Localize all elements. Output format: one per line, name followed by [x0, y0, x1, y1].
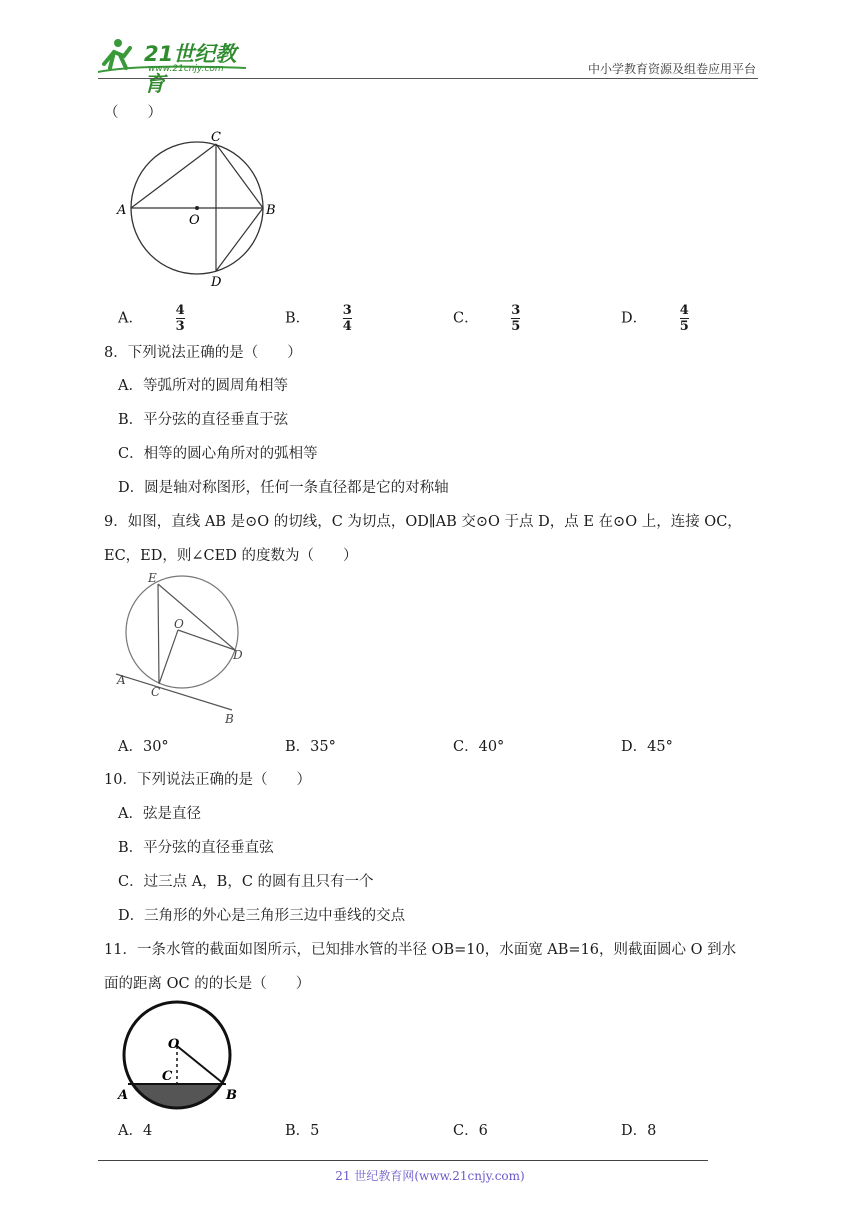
q7-label-c: C [211, 130, 221, 145]
option-letter: C． [453, 310, 479, 327]
q7-label-d: D [211, 275, 222, 290]
q9-label-c: C [151, 685, 161, 699]
option-letter: A． [118, 310, 143, 327]
q7-option-b[interactable] [285, 304, 352, 333]
footer-divider [98, 1160, 708, 1161]
q9-label-b: B [225, 712, 234, 726]
q11-option-c[interactable]: C．6 [453, 1123, 488, 1139]
q8-option-d[interactable]: D．圆是轴对称图形，任何一条直径都是它的对称轴 [118, 480, 449, 496]
q9-label-o: O [174, 617, 184, 631]
option-letter: B． [285, 310, 311, 327]
q11-label-c: C [162, 1069, 173, 1084]
q9-option-d[interactable]: D．45° [621, 739, 673, 755]
q9-option-b[interactable]: B．35° [285, 739, 336, 755]
logo [96, 34, 256, 96]
q9-option-a[interactable]: A．30° [118, 739, 169, 755]
q9-stem-line2: EC，ED，则∠CED 的度数为（ ） [104, 548, 358, 564]
q11-label-o: O [168, 1037, 180, 1052]
q7-circle-figure [112, 128, 284, 292]
fraction: $\frac{3}{5}$ [511, 303, 521, 334]
q9-stem-line1: 9．如图，直线 AB 是⊙O 的切线，C 为切点，OD∥AB 交⊙O 于点 D，点 E 在⊙O 上，连接 OC， [104, 514, 742, 530]
q8-option-b[interactable]: B．平分弦的直径垂直于弦 [118, 412, 289, 428]
q8-stem: 8．下列说法正确的是（ ） [104, 345, 302, 361]
q11-option-a[interactable]: A．4 [118, 1123, 153, 1139]
q9-label-e: E [148, 571, 157, 585]
logo-text: 21世纪教育 [144, 42, 237, 96]
q7-option-a[interactable] [118, 304, 185, 333]
q9-tangent-figure [112, 568, 247, 728]
q11-pipe-figure [114, 1000, 240, 1112]
q10-option-c[interactable]: C．过三点 A，B，C 的圆有且只有一个 [118, 874, 374, 890]
q10-option-d[interactable]: D．三角形的外心是三角形三边中垂线的交点 [118, 908, 406, 924]
q11-stem-line2: 面的距离 OC 的的长是（ ） [104, 976, 311, 992]
q7-option-d[interactable] [621, 304, 689, 333]
q9-label-a: A [117, 673, 126, 687]
q8-option-c[interactable]: C．相等的圆心角所对的弧相等 [118, 446, 318, 462]
q11-option-b[interactable]: B．5 [285, 1123, 320, 1139]
option-letter: D． [621, 310, 648, 327]
q10-option-a[interactable]: A．弦是直径 [118, 806, 201, 822]
q11-stem-line1: 11．一条水管的截面如图所示，已知排水管的半径 OB=10，水面宽 AB=16，则截面圆心 O 到水 [104, 942, 737, 958]
fraction: $\frac{4}{3}$ [175, 303, 185, 334]
header-divider [98, 78, 758, 79]
q10-stem: 10．下列说法正确的是（ ） [104, 772, 311, 788]
q7-label-a: A [117, 203, 127, 218]
q7-answer-paren: （ ） [104, 105, 162, 121]
q10-option-b[interactable]: B．平分弦的直径垂直弦 [118, 840, 274, 856]
logo-url: www.21cnjy.com [148, 64, 224, 74]
q7-option-c[interactable] [453, 304, 520, 333]
q11-label-a: A [118, 1088, 129, 1103]
q8-option-a[interactable]: A．等弧所对的圆周角相等 [118, 378, 288, 394]
q11-label-b: B [226, 1088, 237, 1103]
q9-label-d: D [233, 648, 243, 662]
fraction: $\frac{4}{5}$ [679, 303, 689, 334]
q7-label-b: B [266, 203, 276, 218]
q11-option-d[interactable]: D．8 [621, 1123, 657, 1139]
q9-option-c[interactable]: C．40° [453, 739, 505, 755]
fraction: $\frac{3}{4}$ [342, 303, 352, 334]
q7-label-o: O [189, 213, 200, 228]
header-platform-text: 中小学教育资源及组卷应用平台 [587, 62, 756, 76]
footer-site-link[interactable]: 21 世纪教育网(www.21cnjy.com) [335, 1169, 525, 1183]
